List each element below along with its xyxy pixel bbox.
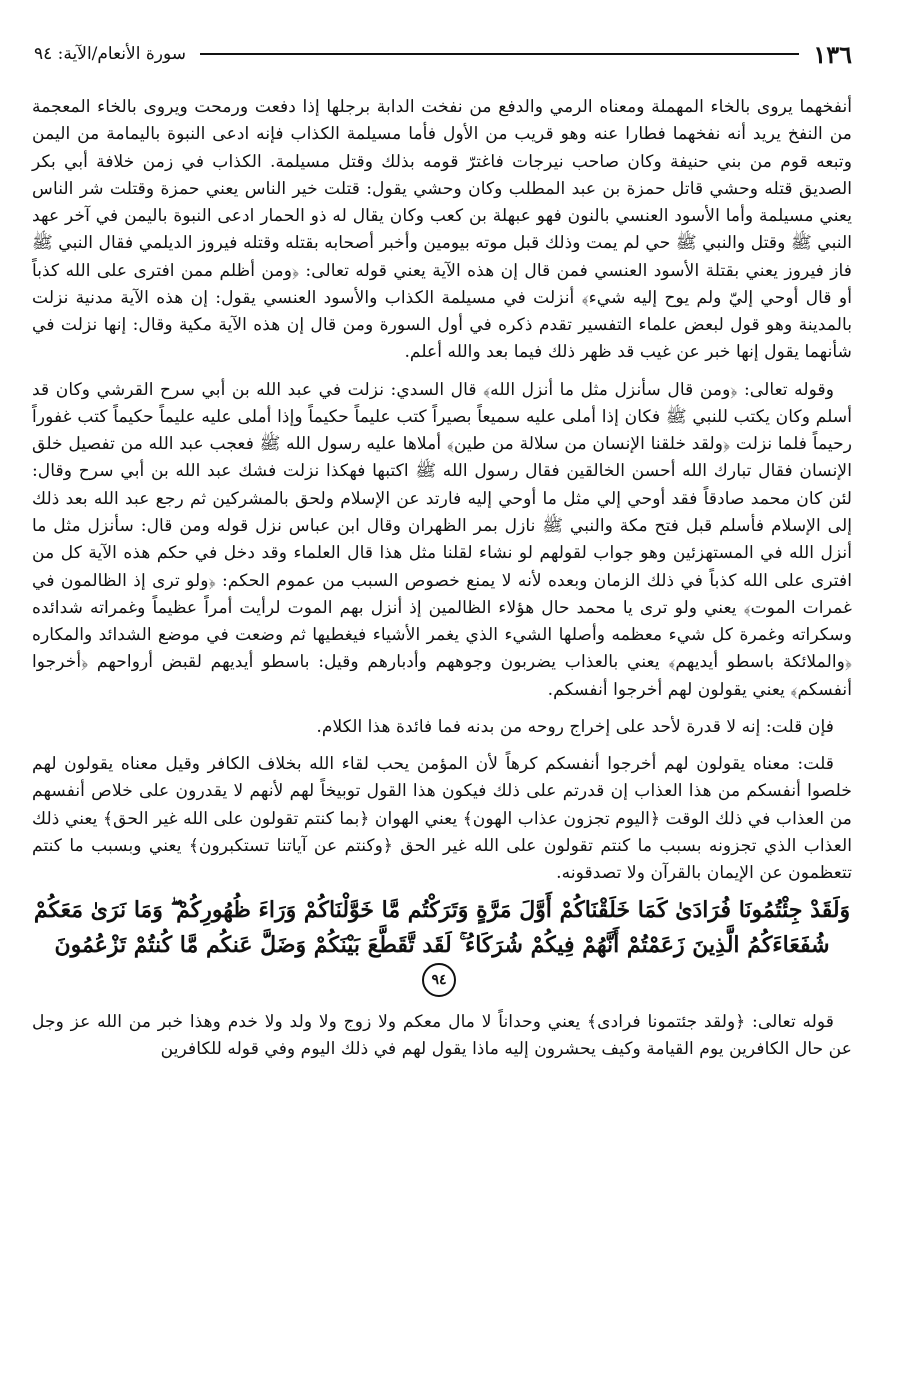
ayah-number-marker: ٩٤ xyxy=(422,963,456,997)
tafsir-body xyxy=(32,94,852,1063)
page-number: ١٣٦ xyxy=(813,39,852,69)
answer-paragraph: قلت: معناه يقولون لهم أخرجوا أنفسكم كرهاً لأن المؤمن يحب لقاء الله بخلاف الكافر وقيل معناه يقولون لهم خلصوا أنفسكم من هذا العذاب إن قدرتم على ذلك فيكون هذا القول توبيخاً لهم لأنهم لا يقدرون على خلاص أنفسهم من العذاب في ذلك الوقت ﴿اليوم تجزون عذاب الهون﴾ يعني الهوان ﴿بما كنتم تقولون على الله غير الحق﴾ يعني ذلك العذاب الذي تجزونه بسبب ما كنتم تقولون على الله غير الحق ﴿وكنتم عن آياتنا تستكبرون﴾ يعني وبسبب ما كنتم تتعظمون عن الإيمان بالقرآن ولا تصدقونه. xyxy=(32,754,852,884)
page-header xyxy=(34,34,852,74)
header-rule xyxy=(200,53,799,55)
verse-text: وَلَقَدْ جِئْتُمُونَا فُرَادَىٰ كَمَا خَلَقْنَاكُمْ أَوَّلَ مَرَّةٍ وَتَرَكْتُم مَّا خَوَّلْنَاكُمْ وَرَاءَ ظُهُورِكُمْ ۖ وَمَا نَرَىٰ مَعَكُمْ شُفَعَاءَكُمُ الَّذِينَ زَعَمْتُمْ أَنَّهُمْ فِيكُمْ شُرَكَاءُ ۚ لَقَد تَّقَطَّعَ بَيْنَكُمْ وَضَلَّ عَنكُم مَّا كُنتُمْ تَزْعُمُونَ xyxy=(33,897,851,958)
commentary-paragraph: أنفخهما يروى بالخاء المهملة ومعناه الرمي والدفع من نفخت الدابة برجلها إذا دفعت ورمحت ويروى بالخاء المعجمة من النفخ يريد أنه نفخهما فطارا عنه وهو قريب من الأول فأما مسيلمة الكذاب فإنه ادعى النبوة باليمامة من اليمن وتبعه قوم من بني حنيفة وكان صاحب نيرجات فاغترّ قومه بذلك وقتل مسيلمة. الكذاب في زمن خلافة أبي بكر الصديق قتله وحشي قاتل حمزة بن عبد المطلب وكان وحشي يقول: قتلت خير الناس يعني حمزة وقتلت شر الناس يعني مسيلمة وأما الأسود العنسي بالنون فهو عبهلة بن كعب وكان يقال له ذو الحمار ادعى النبوة باليمن في آخر عهد النبي ﷺ وقتل والنبي ﷺ حي لم يمت وذلك قبل موته بيومين وأخبر أصحابه بقتله وقتله فيروز الديلمي فقال النبي ﷺ فاز فيروز يعني بقتلة الأسود العنسي فمن قال إن هذه الآية يعني قوله تعالى: ﴿ومن أظلم ممن افترى على الله كذباً أو قال أوحي إليّ ولم يوح إليه شيء﴾ أنزلت في مسيلمة الكذاب والأسود العنسي يقول: إن هذه الآية مدنية نزلت بالمدينة وهو قول لبعض علماء التفسير تقدم ذكره في أول السورة ومن قال إن هذه الآية مكية وقال: إنها نزلت في شأنهما يقول إنها خبر عن غيب قد ظهر ذلك فيما بعد والله أعلم. xyxy=(32,97,852,363)
commentary-paragraph: قوله تعالى: ﴿ولقد جئتمونا فرادى﴾ يعني وحداناً لا مال معكم ولا زوج ولا ولد ولا خدم وهذا خبر من الله عز وجل عن حال الكافرين يوم القيامة وكيف يحشرون إليه ماذا يقول لهم في ذلك اليوم وفي قوله للكافرين xyxy=(32,1011,852,1059)
question-paragraph: فإن قلت: إنه لا قدرة لأحد على إخراج روحه من بدنه فما فائدة هذا الكلام. xyxy=(316,716,834,737)
surah-reference: سورة الأنعام/الآية: ٩٤ xyxy=(34,44,186,64)
quran-verse xyxy=(32,893,852,996)
commentary-paragraph: وقوله تعالى: ﴿ومن قال سأنزل مثل ما أنزل الله﴾ قال السدي: نزلت في عبد الله بن أبي سرح القرشي وكان قد أسلم وكان يكتب للنبي ﷺ فكان إذا أملى عليه سميعاً بصيراً كتب عليماً حكيماً وإذا أملى عليه عليماً حكيماً كتب غفوراً رحيماً فلما نزلت ﴿ولقد خلقنا الإنسان من سلالة من طين﴾ أملاها عليه رسول الله ﷺ فعجب عبد الله من تفصيل خلق الإنسان فقال تبارك الله أحسن الخالقين فقال رسول الله ﷺ اكتبها فهكذا نزلت فشك عبد الله بن أبي سرح وقال: لئن كان محمد صادقاً فقد أوحي إلي مثل ما أوحي إليه فارتد عن الإسلام ولحق بالمشركين ثم رجع عبد الله بعد ذلك إلى الإسلام فأسلم قبل فتح مكة والنبي ﷺ نازل بمر الظهران وقال ابن عباس نزل قوله ومن قال: سأنزل مثل ما أنزل الله في المستهزئين وهو جواب لقولهم لو نشاء لقلنا مثل هذا قال العلماء وقد دخل في حكم هذه الآية كل من افترى على الله كذباً في ذلك الزمان وبعده لأنه لا يمنع خصوص السبب من عموم الحكم: ﴿ولو ترى إذ الظالمون في غمرات الموت﴾ يعني ولو ترى يا محمد حال هؤلاء الظالمين إذ أنزل بهم الموت لرأيت أمراً عظيماً وغمراته شدائده وسكراته وغمرة كل شيء معظمه وأصلها الشيء الذي يغمر الأشياء فيغطيها ثم وضعت في موضع الشدائد والمكاره ﴿والملائكة باسطو أيديهم﴾ يعني بالعذاب يضربون وجوههم وأدبارهم وقيل: باسطو أيديهم لقبض أرواحهم ﴿أخرجوا أنفسكم﴾ يعني يقولون لهم أخرجوا أنفسكم. xyxy=(32,379,852,700)
